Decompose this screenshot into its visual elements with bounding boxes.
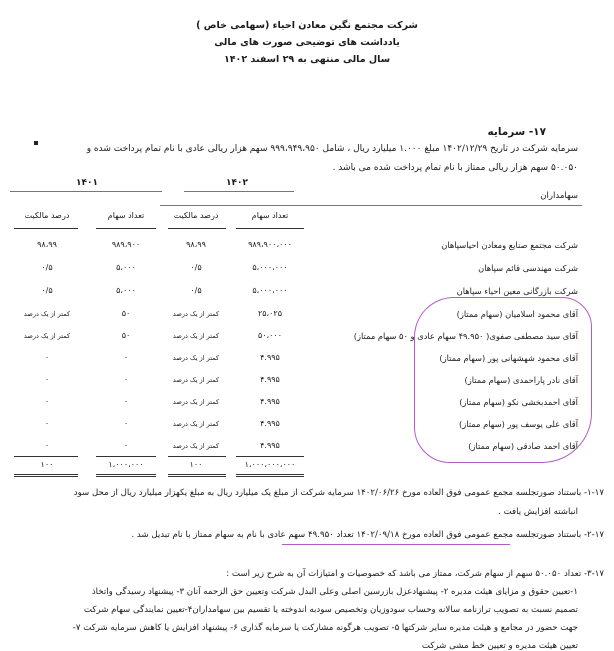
year-1401-underline — [10, 191, 162, 192]
shareholder-name: آقای نادر پاراحمدی (سهام ممتاز) — [464, 375, 578, 385]
percent-1402: کمتر از یک درصد — [172, 376, 220, 384]
shares-1401: ۵،۰۰۰ — [116, 286, 136, 295]
shares-1402: ۴.۹۹۵ — [260, 397, 280, 406]
underline-shares-1401 — [96, 228, 156, 229]
shares-1402: ۹۸۹،۹۰۰،۰۰۰ — [248, 240, 292, 249]
shareholder-name: آقای احمدبخشی نکو (سهام ممتاز) — [459, 397, 578, 407]
year-1401-heading: ۱۴۰۱ — [76, 178, 98, 188]
percent-1402: ۹۸،۹۹ — [186, 240, 206, 249]
percent-1401: ۰/۵ — [41, 286, 53, 295]
shares-1402: ۴.۹۹۵ — [260, 441, 280, 450]
percent-1402: کمتر از یک درصد — [172, 310, 220, 318]
percent-1402: کمتر از یک درصد — [172, 332, 220, 340]
percent-1401: ۰ — [44, 397, 50, 406]
underline-percent-1402 — [168, 228, 226, 229]
note-3-line-2: ۱-تعیین حقوق و مزایای هیئت مدیره ۲- پیشنهادعزل بازرسین اصلی وعلی البدل شرکت وتعیین حق الزحمه آنان ۳- پیشنهاد رسیدگی واتخاذ — [91, 587, 578, 597]
shareholder-name: آقای احمد صادقی (سهام ممتاز) — [468, 441, 578, 451]
shareholder-name: شرکت مجتمع صنایع ومعادن احیاسپاهان — [441, 240, 578, 250]
shareholder-name: آقای محمود شهشهانی پور (سهام ممتاز) — [439, 353, 578, 363]
fiscal-period: سال مالی منتهی به ۲۹ اسفند ۱۴۰۲ — [223, 54, 391, 65]
shares-1401: ۰ — [123, 441, 129, 450]
shares-1401: ۵،۰۰۰ — [116, 263, 136, 272]
percent-1401: کمتر از یک درصد — [23, 332, 71, 340]
note-3-line-1: ۳-۱۷- تعداد ۵۰.۰۵۰ سهم از سهام شرکت، ممتاز می باشد که خصوصیات و امتیازات آن به شرح زیر است : — [226, 569, 604, 579]
double-line-shares-1401 — [96, 474, 156, 477]
note-3-line-5: تعیین هیئت مدیره و تعیین خط مشی شرکت — [421, 641, 578, 651]
shares-1401: ۹۸۹،۹۰۰ — [111, 240, 141, 249]
shares-1402: ۴.۹۹۵ — [260, 419, 280, 428]
shareholders-heading: سهامداران — [540, 191, 578, 201]
total-percent-1401: ۱۰۰ — [40, 460, 54, 469]
percent-1401: کمتر از یک درصد — [23, 310, 71, 318]
percent-1401: ۰/۵ — [41, 263, 53, 272]
report-subtitle: یادداشت های توضیحی صورت های مالی — [214, 37, 400, 48]
total-shares-1401: ۱،۰۰۰،۰۰۰ — [108, 460, 144, 469]
year-1402-heading: ۱۴۰۲ — [226, 178, 248, 188]
percent-1401: ۰ — [44, 441, 50, 450]
shares-1402: ۵۰،۰۰۰ — [257, 331, 283, 340]
shareholder-name: آقای محمود اسلامیان (سهام ممتاز) — [456, 309, 578, 319]
percent-1402: کمتر از یک درصد — [172, 420, 220, 428]
shares-1402: ۴.۹۹۵ — [260, 353, 280, 362]
col-shares-1402: تعداد سهام — [251, 211, 289, 220]
underline-percent-1401 — [14, 228, 78, 229]
percent-1401: ۰ — [44, 353, 50, 362]
shares-1401: ۵۰ — [121, 309, 131, 318]
note-3-line-3: تصمیم نسبت به تصویب ترازنامه سالانه وحساب سودوزیان وتخصیص سودبه اندوخته یا تقسیم بین سهامداران۴-تعیین نمایندگی سهام شرکت — [83, 605, 578, 615]
shares-1401: ۰ — [123, 419, 129, 428]
percent-1402: ۰/۵ — [190, 263, 202, 272]
shareholders-underline — [160, 205, 582, 206]
shares-1402: ۴.۹۹۵ — [260, 375, 280, 384]
col-percent-1401: درصد مالکیت — [24, 211, 70, 220]
note-2-line-1: ۲-۱۷- باستناد صورتجلسه مجمع عمومی فوق العاده مورخ ۱۴۰۲/۰۹/۱۸ تعداد ۴۹.۹۵۰ سهم عادی با نام به سهام ممتاز با نام تبدیل شد . — [131, 530, 604, 540]
double-line-percent-1402 — [168, 474, 226, 477]
ink-highlight-loop — [414, 297, 592, 463]
note-3-line-4: جهت حضور در مجامع و هیئت مدیره سایر شرکتها ۵- تصویب هرگونه مشارکت یا سرمایه گذاری ۶- پیشنهاد افزایش یا کاهش سرمایه شرکت ۷- — [72, 623, 578, 633]
percent-1402: ۰/۵ — [190, 286, 202, 295]
total-shares-1402: ۱،۰۰۰،۰۰۰،۰۰۰ — [244, 460, 296, 469]
double-line-percent-1401 — [14, 474, 78, 477]
percent-1401: ۹۸،۹۹ — [37, 240, 57, 249]
note-1-line-1: ۱-۱۷- باستناد صورتجلسه مجمع عمومی فوق العاده مورخ ۱۴۰۲/۰۶/۲۶ سرمایه شرکت از مبلغ یک میلیارد ریال به مبلغ یکهزار میلیارد ریال از محل سود — [73, 488, 604, 498]
bullet-marker — [34, 130, 38, 134]
total-line-shares-1402 — [236, 456, 304, 457]
percent-1401: ۰ — [44, 419, 50, 428]
shares-1401: ۰ — [123, 353, 129, 362]
section-title: ۱۷- سرمایه — [487, 126, 546, 138]
year-1402-underline — [184, 191, 294, 192]
percent-1402: کمتر از یک درصد — [172, 398, 220, 406]
company-title: شرکت مجتمع نگین معادن احیاء (سهامی خاص ) — [196, 20, 418, 31]
note-1-line-2: انباشته افزایش یافت . — [498, 507, 578, 517]
percent-1401: ۰ — [44, 375, 50, 384]
shares-1401: ۰ — [123, 397, 129, 406]
shares-1401: ۵۰ — [121, 331, 131, 340]
col-percent-1402: درصد مالکیت — [173, 211, 219, 220]
percent-1402: کمتر از یک درصد — [172, 442, 220, 450]
shares-1402: ۲۵،۰۲۵ — [257, 309, 283, 318]
total-line-percent-1401 — [14, 456, 78, 457]
total-line-percent-1402 — [168, 456, 226, 457]
capital-intro-line-1: سرمایه شرکت در تاریخ ۱۴۰۲/۱۲/۲۹ مبلغ ۱.۰۰۰ میلیارد ریال ، شامل ۹۹۹،۹۴۹،۹۵۰ سهم هزار ریالی عادی با نام تمام پرداخت شده و — [86, 144, 578, 154]
ink-underline — [282, 544, 510, 545]
shares-1401: ۰ — [123, 375, 129, 384]
col-shares-1401: تعداد سهام — [107, 211, 145, 220]
underline-shares-1402 — [236, 228, 304, 229]
total-percent-1402: ۱۰۰ — [189, 460, 203, 469]
shareholder-name: شرکت بازرگانی معین احیاء سپاهان — [456, 286, 578, 296]
double-line-shares-1402 — [236, 474, 304, 477]
total-line-shares-1401 — [96, 456, 156, 457]
shareholder-name: آقای علی یوسف پور (سهام ممتاز) — [458, 419, 578, 429]
capital-intro-line-2: ۵۰.۰۵۰ سهم هزار ریالی ممتاز با نام تمام پرداخت شده می باشد . — [332, 163, 578, 173]
shareholder-name: آقای سید مصطفی صفوی( ۴۹.۹۵۰ سهام عادی و ۵۰ سهام ممتاز) — [353, 331, 578, 341]
percent-1402: کمتر از یک درصد — [172, 354, 220, 362]
shares-1402: ۵،۰۰۰،۰۰۰ — [252, 263, 288, 272]
shares-1402: ۵،۰۰۰،۰۰۰ — [252, 286, 288, 295]
shareholder-name: شرکت مهندسی قائم سپاهان — [478, 263, 578, 273]
